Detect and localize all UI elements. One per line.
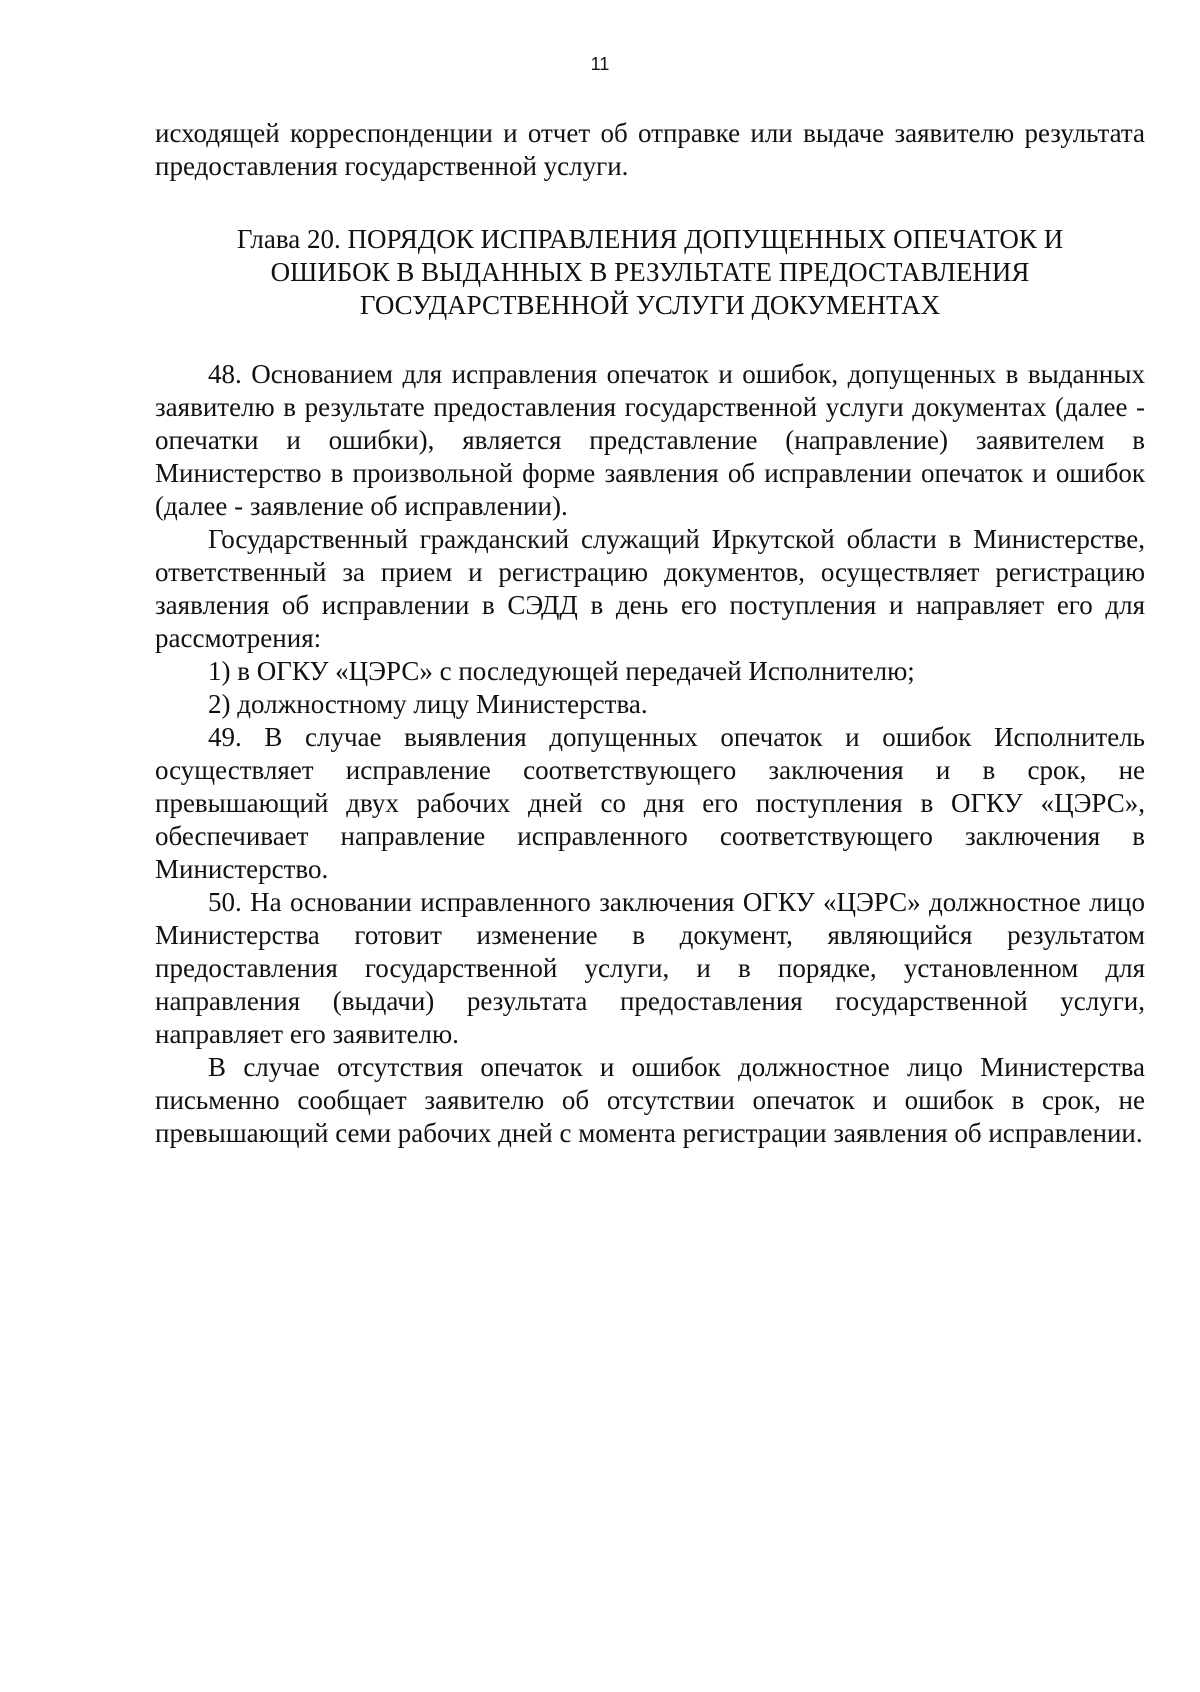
document-body — [155, 117, 1145, 1150]
paragraph-50: 50. На основании исправленного заключения ОГКУ «ЦЭРС» должностное лицо Министерства готовит изменение в документ, являющийся результатом предоставления государственной услуги, и в порядке, установленном для направления (выдачи) результата предоставления государственной услуги, направляет его заявителю. — [155, 887, 1145, 1049]
chapter-title-line: ОШИБОК В ВЫДАННЫХ В РЕЗУЛЬТАТЕ ПРЕДОСТАВЛЕНИЯ — [270, 257, 1030, 287]
page-number: 11 — [590, 54, 610, 74]
paragraph-48: 48. Основанием для исправления опечаток и ошибок, допущенных в выданных заявителю в результате предоставления государственной услуги документах (далее - опечатки и ошибки), является представление (направление) заявителем в Министерство в произвольной форме заявления об исправлении опечаток и ошибок (далее - заявление об исправлении). — [155, 359, 1145, 521]
paragraph-48-registration: Государственный гражданский служащий Иркутской области в Министерстве, ответственный за прием и регистрацию документов, осуществляет регистрацию заявления об исправлении в СЭДД в день его поступления и направляет его для рассмотрения: — [155, 524, 1145, 653]
paragraph-49: 49. В случае выявления допущенных опечаток и ошибок Исполнитель осуществляет исправление соответствующего заключения и в срок, не превышающий двух рабочих дней со дня его поступления в ОГКУ «ЦЭРС», обеспечивает направление исправленного соответствующего заключения в Министерство. — [155, 722, 1145, 884]
paragraph-50-absence: В случае отсутствия опечаток и ошибок должностное лицо Министерства письменно сообщает заявителю об отсутствии опечаток и ошибок в срок, не превышающий семи рабочих дней с момента регистрации заявления об исправлении. — [155, 1052, 1145, 1148]
chapter-title-line: ГОСУДАРСТВЕННОЙ УСЛУГИ ДОКУМЕНТАХ — [359, 290, 941, 320]
list-item-1: 1) в ОГКУ «ЦЭРС» с последующей передачей Исполнителю; — [208, 656, 915, 686]
chapter-title-line: Глава 20. ПОРЯДОК ИСПРАВЛЕНИЯ ДОПУЩЕННЫХ ОПЕЧАТОК И — [236, 224, 1064, 254]
list-item-2: 2) должностному лицу Министерства. — [208, 689, 648, 719]
paragraph-continuation: исходящей корреспонденции и отчет об отправке или выдаче заявителю результата предоставления государственной услуги. — [155, 118, 1145, 181]
chapter-title — [155, 223, 1145, 322]
